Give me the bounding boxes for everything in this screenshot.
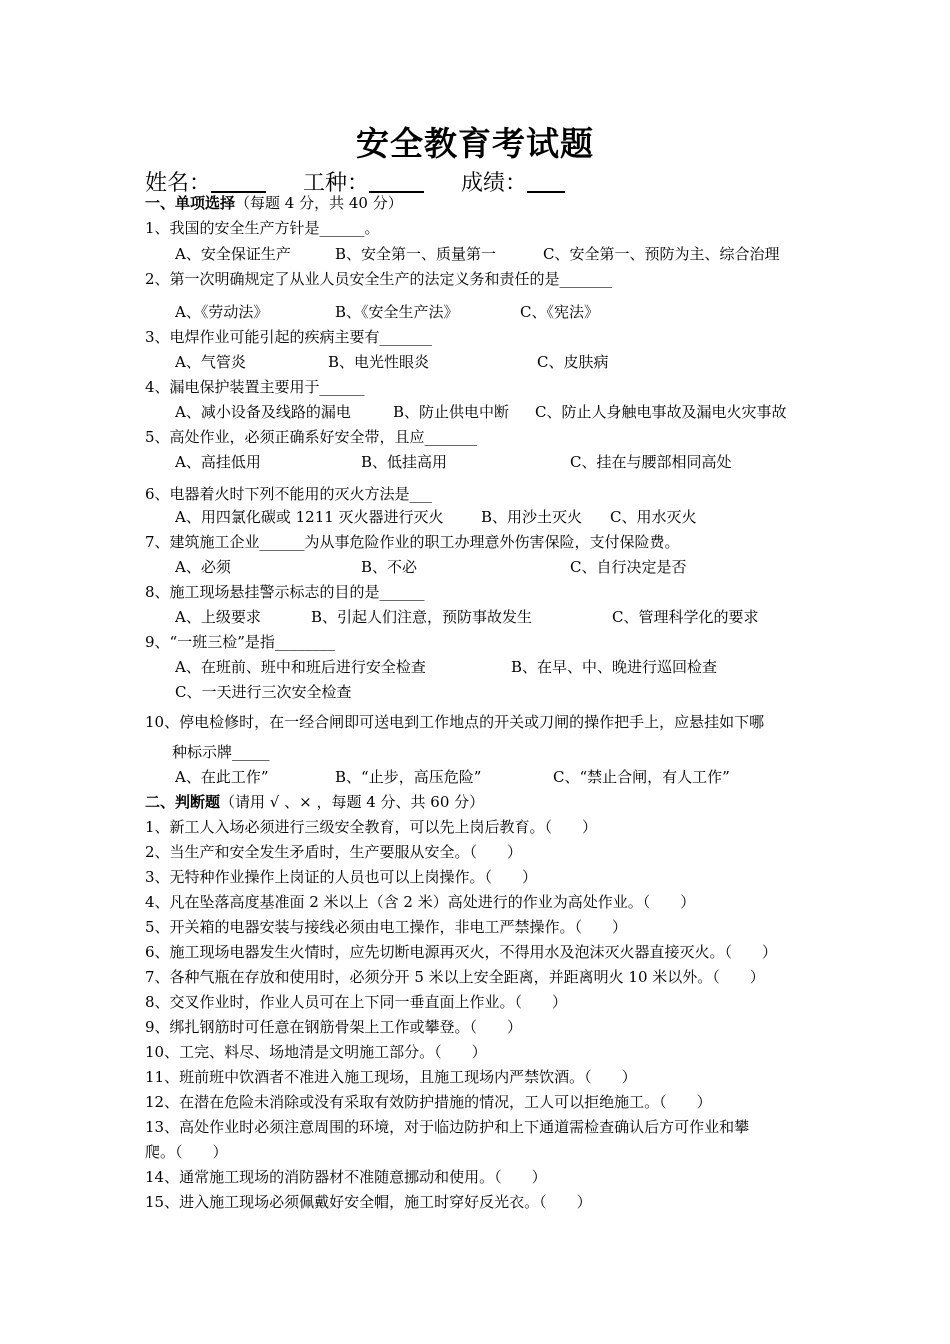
section1-heading [145, 193, 403, 213]
question-9-options [175, 657, 775, 677]
question-4-options [175, 402, 835, 422]
name-label: 姓名： [145, 171, 212, 196]
option-a: A、高挂低用 [175, 453, 261, 471]
option-b: B、在早、中、晚进行巡回检查 [511, 658, 718, 676]
page-title: 安全教育考试题 [356, 124, 594, 163]
question-4: 4、漏电保护装置主要用于______ [145, 378, 365, 396]
option-c: C、《宪法》 [520, 303, 599, 321]
option-a: A、必须 [175, 558, 231, 576]
option-a: A、在班前、班中和班后进行安全检查 [175, 658, 426, 676]
judgment-item: 10、工完、料尽、场地清是文明施工部分。（ ） [145, 1043, 487, 1061]
question-8-options [175, 607, 795, 627]
option-c: C、自行决定是否 [570, 558, 687, 576]
question-2: 2、第一次明确规定了从业人员安全生产的法定义务和责任的是_______ [145, 270, 613, 288]
option-a: A、在此工作” [175, 768, 269, 786]
judgment-item: 6、施工现场电器发生火情时，应先切断电源再灭火，不得用水及泡沫灭火器直接灭火。（ ） [145, 943, 778, 961]
judgment-item: 11、班前班中饮酒者不准进入施工现场，且施工现场内严禁饮酒。（ ） [145, 1068, 637, 1086]
judgment-item: 7、各种气瓶在存放和使用时，必须分开 5 米以上安全距离，并距离明火 10 米以外。（ ） [145, 968, 765, 986]
option-c: C、挂在与腰部相同高处 [570, 453, 732, 471]
section1-note: （每题 4 分，共 40 分） [235, 194, 403, 212]
judgment-item: 1、新工人入场必须进行三级安全教育，可以先上岗后教育。（ ） [145, 818, 598, 836]
option-a: A、气管炎 [175, 353, 246, 371]
question-1: 1、我国的安全生产方针是______。 [145, 219, 380, 237]
question-6-options [175, 507, 835, 527]
option-c: C、防止人身触电事故及漏电火灾事故 [535, 403, 787, 421]
judgment-item: 14、通常施工现场的消防器材不准随意挪动和使用。（ ） [145, 1168, 547, 1186]
option-b: B、防止供电中断 [393, 403, 510, 421]
option-b: B、“止步，高压危险” [335, 768, 482, 786]
option-a: A、减小设备及线路的漏电 [175, 403, 351, 421]
score-label: 成绩： [461, 171, 528, 196]
judgment-item: 5、开关箱的电器安装与接线必须由电工操作，非电工严禁操作。（ ） [145, 918, 628, 936]
question-9: 9、“一班三检”是指________ [145, 633, 335, 651]
job-blank[interactable] [369, 171, 424, 193]
question-5: 5、高处作业，必须正确系好安全带，且应_______ [145, 428, 478, 446]
option-b: B、引起人们注意，预防事故发生 [311, 608, 533, 626]
judgment-item-continued: 爬。（ ） [145, 1143, 228, 1161]
question-6: 6、电器着火时下列不能用的灭火方法是___ [145, 485, 433, 503]
option-a: A、安全保证生产 [175, 245, 291, 263]
option-c: C、一天进行三次安全检查 [175, 683, 352, 701]
option-c: C、“禁止合闸，有人工作” [553, 768, 730, 786]
option-b: B、电光性眼炎 [328, 353, 430, 371]
question-8: 8、施工现场悬挂警示标志的目的是______ [145, 583, 425, 601]
question-10-options [175, 767, 795, 787]
judgment-item: 2、当生产和安全发生矛盾时，生产要服从安全。（ ） [145, 843, 523, 861]
option-c: C、安全第一、预防为主、综合治理 [543, 245, 780, 263]
option-a: A、《劳动法》 [175, 303, 269, 321]
question-7: 7、建筑施工企业______为从事危险作业的职工办理意外伤害保险，支付保险费。 [145, 533, 680, 551]
judgment-item: 8、交叉作业时，作业人员可在上下同一垂直面上作业。（ ） [145, 993, 568, 1011]
section2-note: （请用 √ 、× ，每题 4 分、共 60 分） [220, 793, 485, 811]
option-c: C、用水灭火 [610, 508, 697, 526]
option-c: C、皮肤病 [537, 353, 609, 371]
judgment-item: 4、凡在坠落高度基准面 2 米以上（含 2 米）高处进行的作业为高处作业。（ ） [145, 893, 696, 911]
question-2-options [175, 302, 775, 322]
question-3: 3、电焊作业可能引起的疾病主要有_______ [145, 328, 433, 346]
option-c: C、管理科学化的要求 [612, 608, 759, 626]
judgment-item: 9、绑扎钢筋时可任意在钢筋骨架上工作或攀登。（ ） [145, 1018, 523, 1036]
name-blank[interactable] [211, 171, 266, 193]
job-label: 工种： [303, 171, 370, 196]
section2-heading [145, 792, 484, 812]
judgment-item: 15、进入施工现场必须佩戴好安全帽，施工时穿好反光衣。（ ） [145, 1193, 592, 1211]
option-b: B、低挂高用 [361, 453, 448, 471]
option-b: B、用沙土灭火 [481, 508, 583, 526]
option-b: B、安全第一、质量第一 [335, 245, 497, 263]
section1-title: 一、单项选择 [145, 194, 236, 212]
judgment-item: 13、高处作业时必须注意周围的环境，对于临边防护和上下通道需检查确认后方可作业和攀 [145, 1118, 750, 1136]
question-7-options [175, 557, 775, 577]
section2-title: 二、判断题 [145, 793, 221, 811]
option-b: B、《安全生产法》 [335, 303, 459, 321]
judgment-item: 3、无特种作业操作上岗证的人员也可以上岗操作。（ ） [145, 868, 538, 886]
question-1-options [175, 244, 875, 264]
option-a: A、上级要求 [175, 608, 261, 626]
question-3-options [175, 352, 775, 372]
option-b: B、不必 [361, 558, 418, 576]
option-a: A、用四氯化碳或 1211 灭火器进行灭火 [175, 508, 444, 526]
judgment-item: 12、在潜在危险未消除或没有采取有效防护措施的情况，工人可以拒绝施工。（ ） [145, 1093, 712, 1111]
question-5-options [175, 452, 835, 472]
score-blank[interactable] [527, 171, 565, 193]
question-10: 10、停电检修时，在一经合闸即可送电到工作地点的开关或刀闸的操作把手上，应悬挂如下哪 [145, 713, 765, 731]
question-10-continued: 种标示牌_____ [172, 743, 270, 761]
